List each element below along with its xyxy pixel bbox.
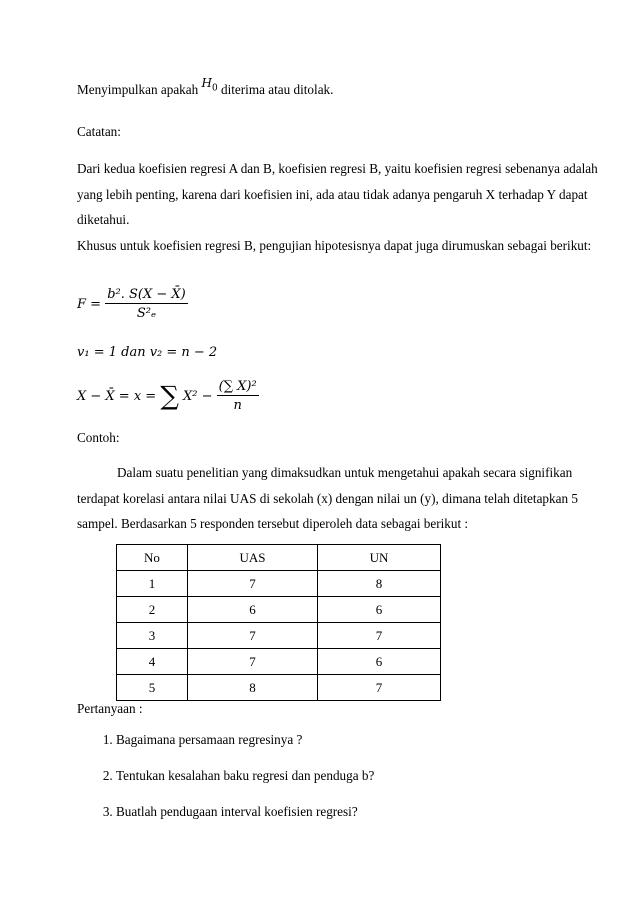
cell-uas: 6 xyxy=(188,597,318,623)
paragraph-koefisien: Dari kedua koefisien regresi A dan B, koefisien regresi B, yaitu koefisien regresi sebenanya adalah yang lebih penting, karena dari koefisien ini, ada atau tidak adanya pengaruh X terhadap Y dapat diketahui. xyxy=(77,161,598,227)
cell-no: 5 xyxy=(117,675,188,701)
table-row xyxy=(117,623,441,649)
contoh-label: Contoh: xyxy=(77,430,120,445)
header-uas: UAS xyxy=(188,545,318,571)
catatan-label: Catatan: xyxy=(77,124,121,139)
contoh-paragraph: Dalam suatu penelitian yang dimaksudkan untuk mengetahui apakah secara signifikan terdapat korelasi antara nilai UAS di sekolah (x) dengan nilai un (y), dimana telah ditetapkan 5 sampel. Berdasarkan 5 responden tersebut diperoleh data sebagai berikut : xyxy=(77,465,578,531)
table-row xyxy=(117,571,441,597)
formula-v: v₁ = 1 dan v₂ = n − 2 xyxy=(77,345,218,360)
cell-un: 7 xyxy=(318,623,441,649)
question-item: 1. Bagaimana persamaan regresinya ? xyxy=(116,731,374,767)
cell-uas: 7 xyxy=(188,571,318,597)
cell-uas: 7 xyxy=(188,649,318,675)
intro-line xyxy=(77,78,598,107)
intro-before: Menyimpulkan apakah xyxy=(77,82,199,97)
h0-symbol: $H_0$ xyxy=(201,76,218,94)
cell-no: 4 xyxy=(117,649,188,675)
question-item: 3. Buatlah pendugaan interval koefisien regresi? xyxy=(116,803,374,839)
paragraph-khusus: Khusus untuk koefisien regresi B, pengujian hipotesisnya dapat juga dirumuskan sebagai berikut: xyxy=(77,238,592,253)
formula-x-fraction xyxy=(217,378,259,415)
table-row xyxy=(117,597,441,623)
table-row xyxy=(117,649,441,675)
formula-f-denominator: S²ₑ xyxy=(136,306,157,321)
data-table xyxy=(116,544,441,701)
pertanyaan-label: Pertanyaan : xyxy=(77,701,143,716)
formula-x xyxy=(77,378,598,415)
cell-no: 2 xyxy=(117,597,188,623)
formula-f-fraction xyxy=(105,286,188,323)
formula-f-lhs: F = xyxy=(77,297,102,312)
cell-un: 6 xyxy=(318,649,441,675)
intro-after: diterima atau ditolak. xyxy=(221,82,334,97)
question-list xyxy=(77,731,374,839)
table-header-row xyxy=(117,545,441,571)
cell-un: 6 xyxy=(318,597,441,623)
header-no: No xyxy=(117,545,188,571)
cell-no: 3 xyxy=(117,623,188,649)
header-un: UN xyxy=(318,545,441,571)
formula-x-term: X² − xyxy=(183,389,213,404)
formula-f xyxy=(77,286,598,323)
cell-uas: 8 xyxy=(188,675,318,701)
cell-no: 1 xyxy=(117,571,188,597)
formula-f-numerator: b². S(X − X̄) xyxy=(107,287,186,302)
cell-un: 7 xyxy=(318,675,441,701)
formula-x-lhs: X − X̄ = x = xyxy=(77,389,157,404)
formula-x-numerator: (∑ X)² xyxy=(218,379,257,394)
cell-uas: 7 xyxy=(188,623,318,649)
question-item: 2. Tentukan kesalahan baku regresi dan penduga b? xyxy=(116,767,374,803)
cell-un: 8 xyxy=(318,571,441,597)
formula-x-denominator: n xyxy=(233,398,242,413)
sum-symbol: ∑ xyxy=(160,381,179,412)
